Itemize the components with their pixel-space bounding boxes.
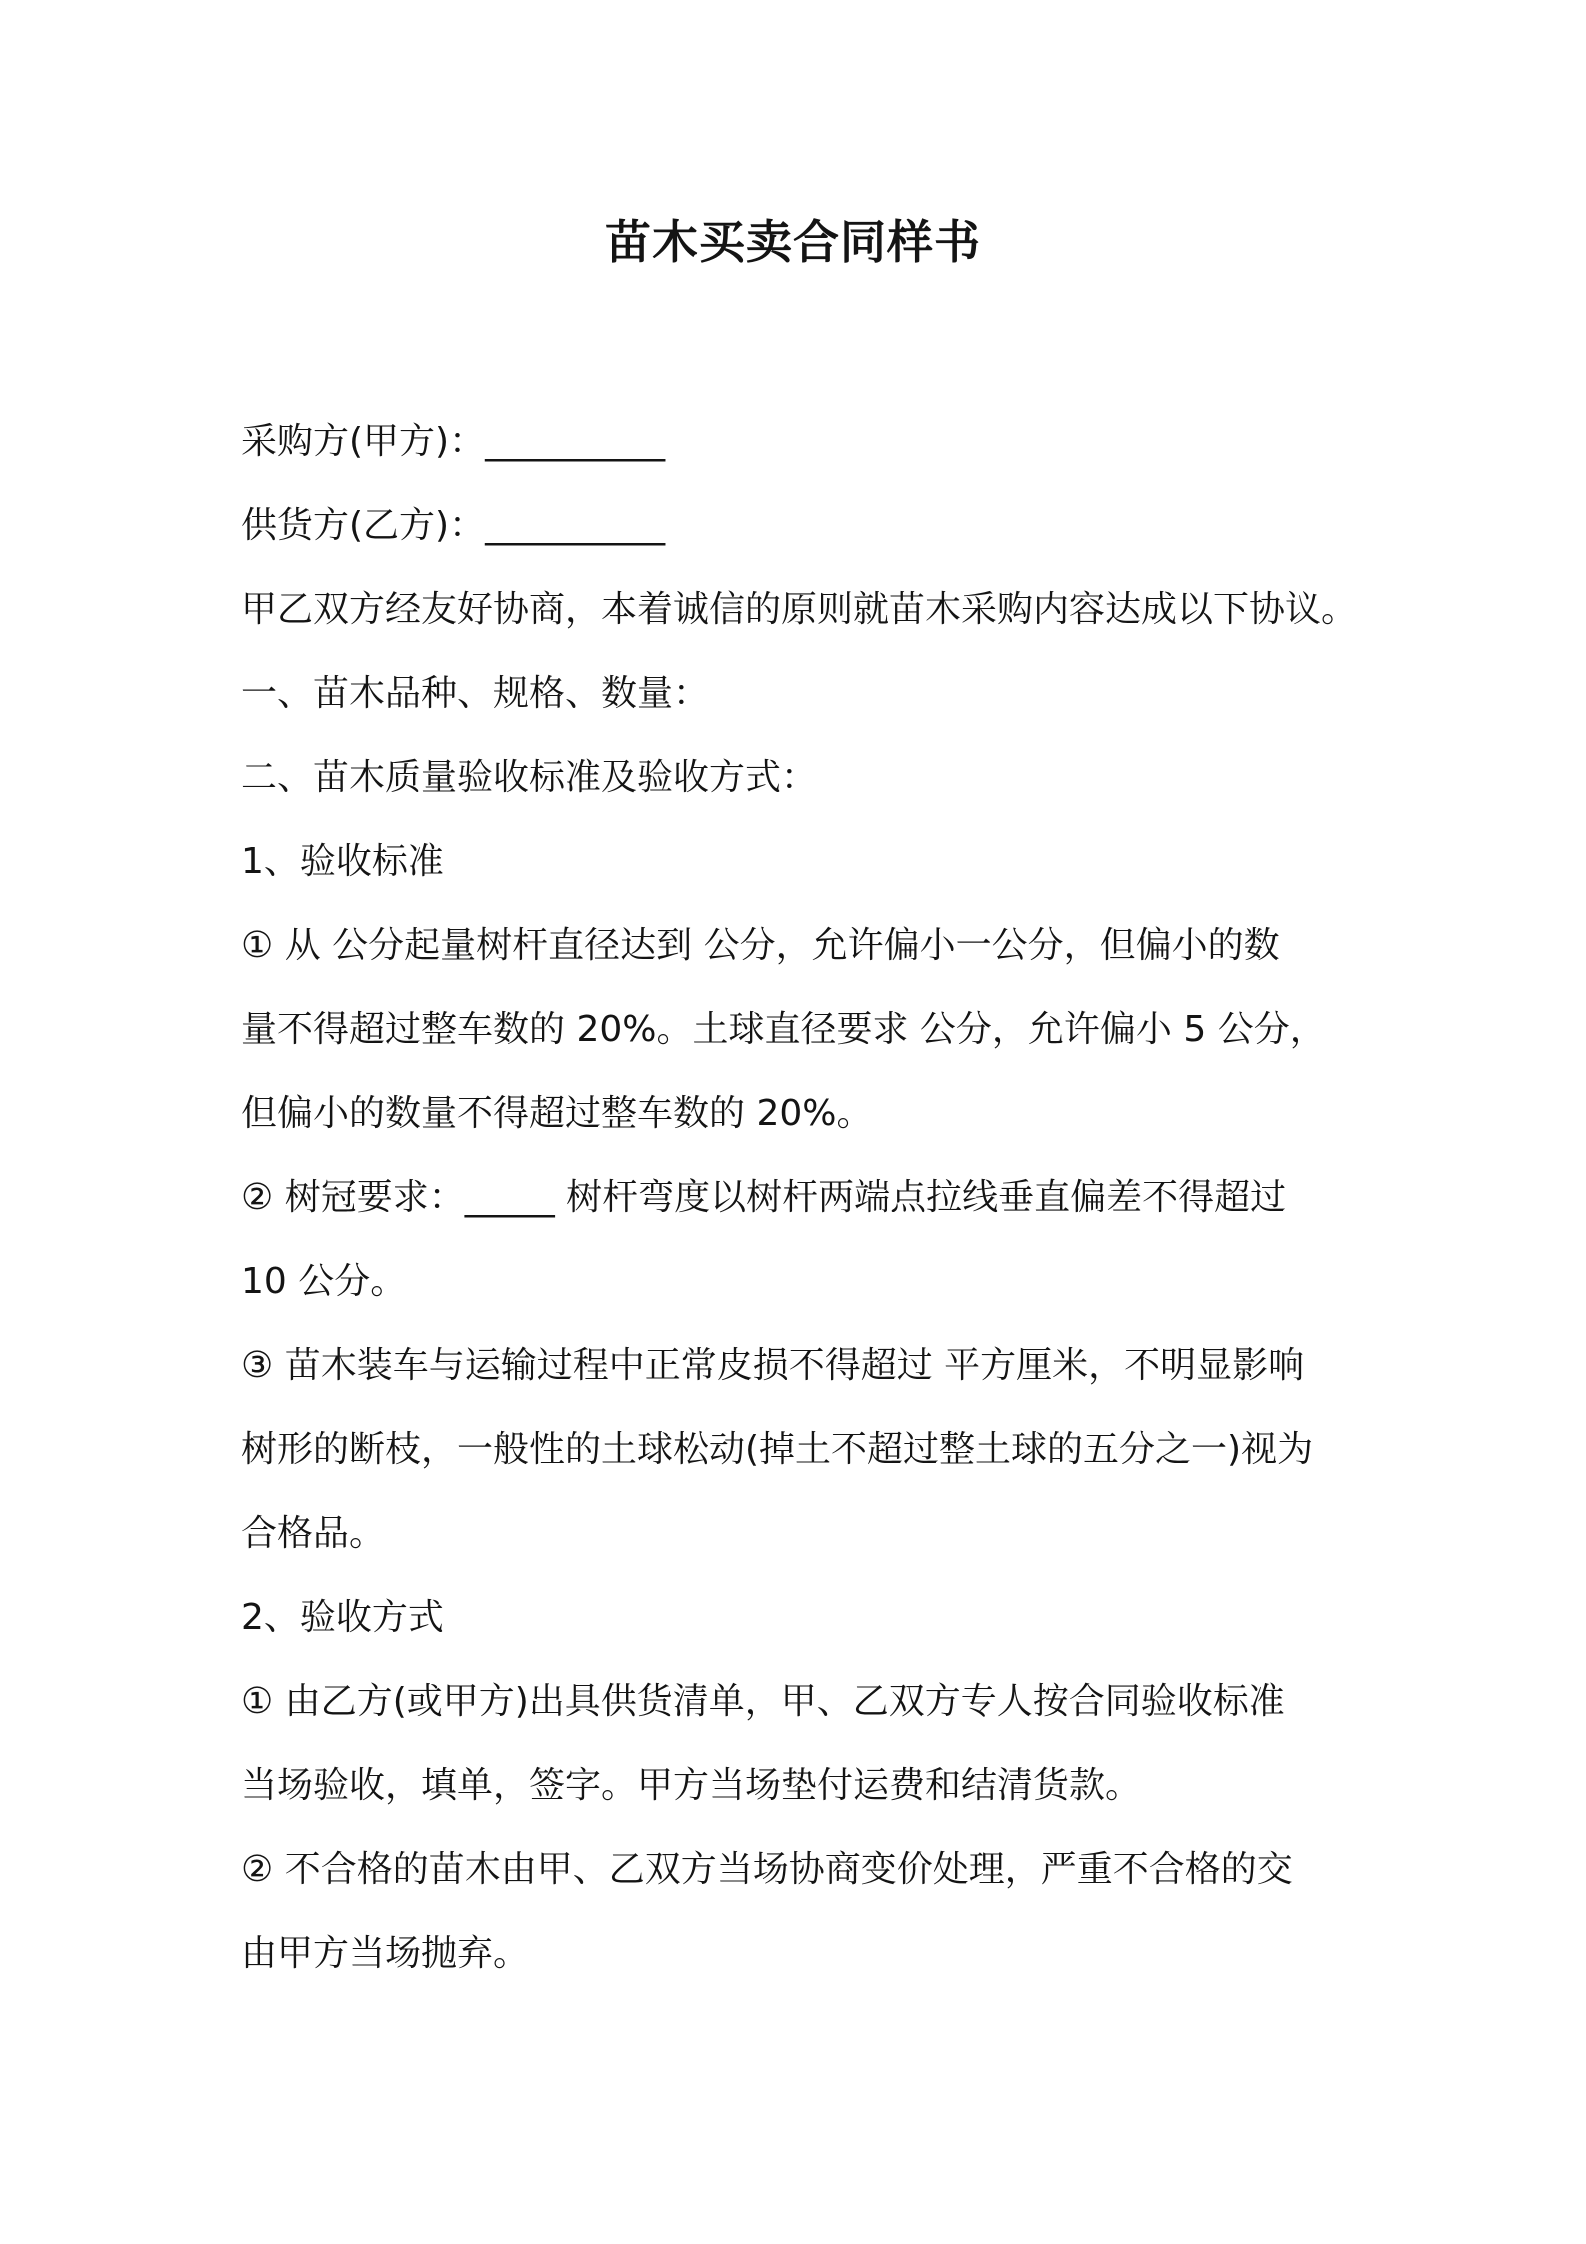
paragraph-line: ③ 苗木装车与运输过程中正常皮损不得超过 平方厘米，不明显影响 — [241, 1345, 1305, 1386]
agreement-intro: 甲乙双方经友好协商，本着诚信的原则就苗木采购内容达成以下协议。 — [241, 589, 1358, 630]
paragraph-line: 10 公分。 — [241, 1261, 407, 1302]
paragraph-line: 树形的断枝，一般性的土球松动(掉土不超过整土球的五分之一)视为 — [241, 1429, 1314, 1470]
buyer-line: 采购方(甲方)：__________ — [241, 421, 666, 462]
document-body — [241, 400, 1381, 1996]
paragraph-line: ② 树冠要求：_____ 树杆弯度以树杆两端点拉线垂直偏差不得超过 — [241, 1177, 1287, 1218]
subsection-heading-acceptance-method: 2、验收方式 — [241, 1597, 444, 1638]
subsection-heading-acceptance-standard: 1、验收标准 — [241, 841, 444, 882]
paragraph-line: 合格品。 — [241, 1513, 386, 1554]
paragraph-line: 由甲方当场抛弃。 — [241, 1933, 530, 1974]
document-title: 苗木买卖合同样书 — [605, 215, 981, 269]
section-heading-1: 一、苗木品种、规格、数量： — [241, 673, 710, 714]
supplier-line: 供货方(乙方)：__________ — [241, 505, 666, 546]
section-heading-2: 二、苗木质量验收标准及验收方式： — [241, 757, 818, 798]
paragraph-line: ① 从 公分起量树杆直径达到 公分，允许偏小一公分，但偏小的数 — [241, 925, 1280, 966]
paragraph-line: 但偏小的数量不得超过整车数的 20%。 — [241, 1093, 873, 1134]
paragraph-line: 当场验收，填单，签字。甲方当场垫付运费和结清货款。 — [241, 1765, 1142, 1806]
paragraph-line: ② 不合格的苗木由甲、乙双方当场协商变价处理，严重不合格的交 — [241, 1849, 1293, 1890]
paragraph-line: 量不得超过整车数的 20%。土球直径要求 公分，允许偏小 5 公分， — [241, 1009, 1326, 1050]
paragraph-line: ① 由乙方(或甲方)出具供货清单，甲、乙双方专人按合同验收标准 — [241, 1681, 1285, 1722]
